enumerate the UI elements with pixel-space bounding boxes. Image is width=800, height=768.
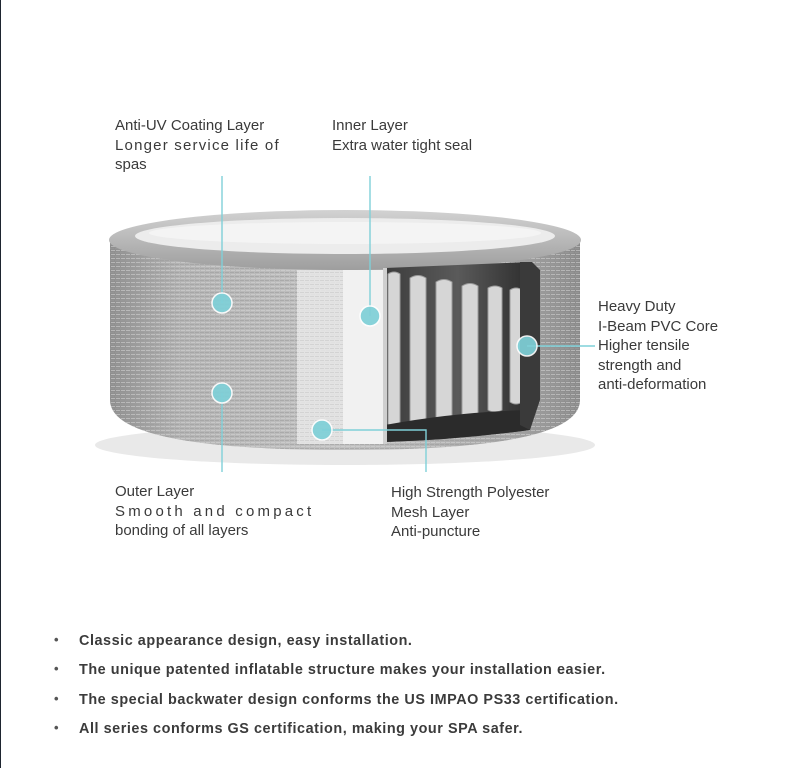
callout-mesh-line2: Mesh Layer [391,503,470,521]
callout-mesh-line1: High Strength Polyester [391,484,550,501]
bullet-icon: • [54,632,60,647]
callout-anti-uv-title: Anti-UV Coating Layer [115,117,265,134]
feature-text: The unique patented inflatable structure makes your installation easier. [79,662,606,679]
list-item [50,692,619,721]
callout-anti-uv-line1: Longer service life of [115,136,280,154]
callout-outer-line2: bonding of all layers [115,522,249,539]
callout-outer-layer [115,482,314,541]
callout-anti-uv-line2: spas [115,156,147,173]
list-item [50,721,619,750]
callout-anti-uv [115,116,280,175]
bullet-icon: • [54,690,60,706]
callout-mesh-layer [391,483,549,542]
callout-heavy-line2: I-Beam PVC Core [598,317,719,335]
callout-inner-line1: Extra water tight seal [332,136,473,154]
feature-text: All series conforms GS certification, making your SPA safer. [79,720,524,737]
feature-list [50,633,619,750]
callout-outer-line1: Smooth and compact [115,502,315,520]
callout-heavy-line3: Higher tensile [598,337,690,354]
feature-text: The special backwater design conforms the US IMPAO PS33 certification. [79,691,619,708]
list-item [50,662,619,691]
list-item [50,633,619,662]
callout-outer-title: Outer Layer [115,483,195,500]
bullet-icon: • [54,661,60,677]
callout-inner-layer [332,116,472,155]
callout-heavy-line5: anti-deformation [598,376,707,393]
callout-inner-title: Inner Layer [332,117,408,134]
bullet-icon: • [54,719,60,735]
callout-heavy-duty [598,297,718,395]
feature-text: Classic appearance design, easy installation. [79,633,413,649]
callout-heavy-line1: Heavy Duty [598,298,676,315]
callout-heavy-line4: strength and [598,356,682,374]
callout-mesh-line3: Anti-puncture [391,523,481,540]
inner-layer [343,270,385,444]
